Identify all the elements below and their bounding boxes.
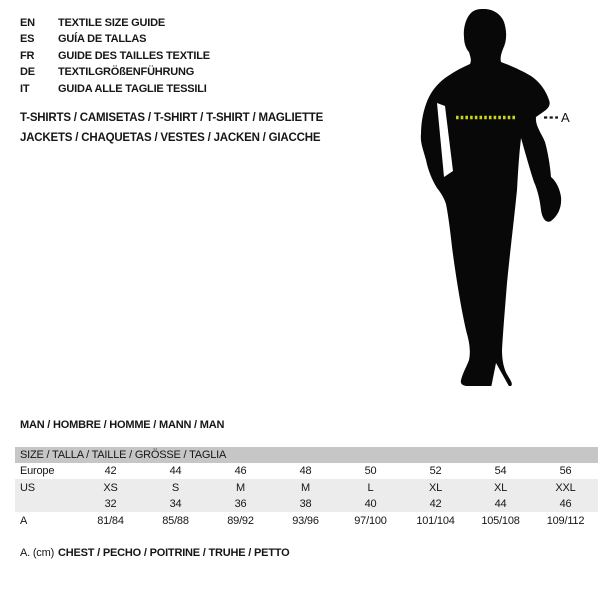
table-row-europe <box>15 463 598 479</box>
size-cell: 42 <box>429 498 442 510</box>
man-silhouette-svg <box>390 0 575 400</box>
footnote-prefix: A. (cm) <box>20 547 55 559</box>
size-cell: 101/104 <box>416 514 455 527</box>
size-cell: 42 <box>104 465 117 477</box>
size-table-header-label: SIZE / TALLA / TAILLE / GRÖSSE / TAGLIA <box>20 449 227 461</box>
size-cell: 34 <box>169 498 182 510</box>
man-silhouette <box>421 9 561 386</box>
size-cell: 32 <box>104 498 117 510</box>
man-figure <box>390 0 575 400</box>
size-cell: 38 <box>299 498 312 510</box>
lang-code: DE <box>20 66 35 79</box>
size-table <box>15 447 598 529</box>
lang-code: ES <box>20 33 35 46</box>
lang-label: GUIDA ALLE TAGLIE TESSILI <box>58 82 207 95</box>
size-cell: 36 <box>234 498 247 510</box>
size-cell: XL <box>493 481 508 494</box>
size-cell: S <box>171 481 180 494</box>
lang-row-en <box>20 15 210 31</box>
size-cell: XS <box>103 481 118 494</box>
language-list <box>20 15 210 97</box>
size-cell: 46 <box>234 465 247 477</box>
measure-footnote <box>20 547 289 559</box>
size-cell: M <box>301 481 310 494</box>
size-cell: 89/92 <box>227 514 254 527</box>
lang-code: FR <box>20 49 35 62</box>
size-cell: 54 <box>494 465 507 477</box>
lang-code: IT <box>20 82 30 95</box>
lang-label: GUÍA DE TALLAS <box>58 33 147 46</box>
size-cell: 44 <box>494 498 507 510</box>
size-cell: L <box>367 481 374 494</box>
garment-line-jackets: JACKETS / CHAQUETAS / VESTES / JACKEN / GIACCHE <box>20 132 321 144</box>
table-row-numeric <box>15 496 598 512</box>
size-cell: M <box>236 481 245 494</box>
lang-label: GUIDE DES TAILLES TEXTILE <box>58 49 210 62</box>
size-cell: 50 <box>364 465 377 477</box>
footnote-text: CHEST / PECHO / POITRINE / TRUHE / PETTO <box>58 547 290 559</box>
size-cell: 97/100 <box>354 514 387 527</box>
size-cell: 52 <box>429 465 442 477</box>
size-cell: 81/84 <box>97 514 124 527</box>
size-table-header <box>15 447 598 463</box>
size-cell: 109/112 <box>546 514 585 527</box>
row-label: A <box>20 514 28 527</box>
lang-label: TEXTILGRÖßENFÜHRUNG <box>58 66 195 79</box>
measure-label-a: A <box>561 110 570 125</box>
lang-row-fr <box>20 48 210 64</box>
lang-row-it <box>20 81 210 97</box>
size-cell: 93/96 <box>292 514 319 527</box>
lang-row-de <box>20 64 210 80</box>
garment-line-tshirts: T-SHIRTS / CAMISETAS / T-SHIRT / T-SHIRT / MAGLIETTE <box>20 112 324 124</box>
size-cell: XL <box>428 481 443 494</box>
size-cell: 56 <box>559 465 572 477</box>
lang-code: EN <box>20 17 35 29</box>
row-label: US <box>20 481 35 494</box>
size-cell: 105/108 <box>481 514 520 527</box>
table-row-chest-a <box>15 512 598 529</box>
size-cell: 46 <box>559 498 572 510</box>
garment-type-lines <box>20 108 323 148</box>
size-cell: 44 <box>169 465 182 477</box>
table-row-us <box>15 479 598 496</box>
lang-label: TEXTILE SIZE GUIDE <box>58 17 166 29</box>
size-cell: 48 <box>299 465 312 477</box>
size-cell: 85/88 <box>162 514 189 527</box>
section-title-man: MAN / HOMBRE / HOMME / MANN / MAN <box>20 419 225 431</box>
size-cell: XXL <box>555 481 576 494</box>
lang-row-es <box>20 31 210 47</box>
size-cell: 40 <box>364 498 377 510</box>
row-label: Europe <box>20 465 55 477</box>
